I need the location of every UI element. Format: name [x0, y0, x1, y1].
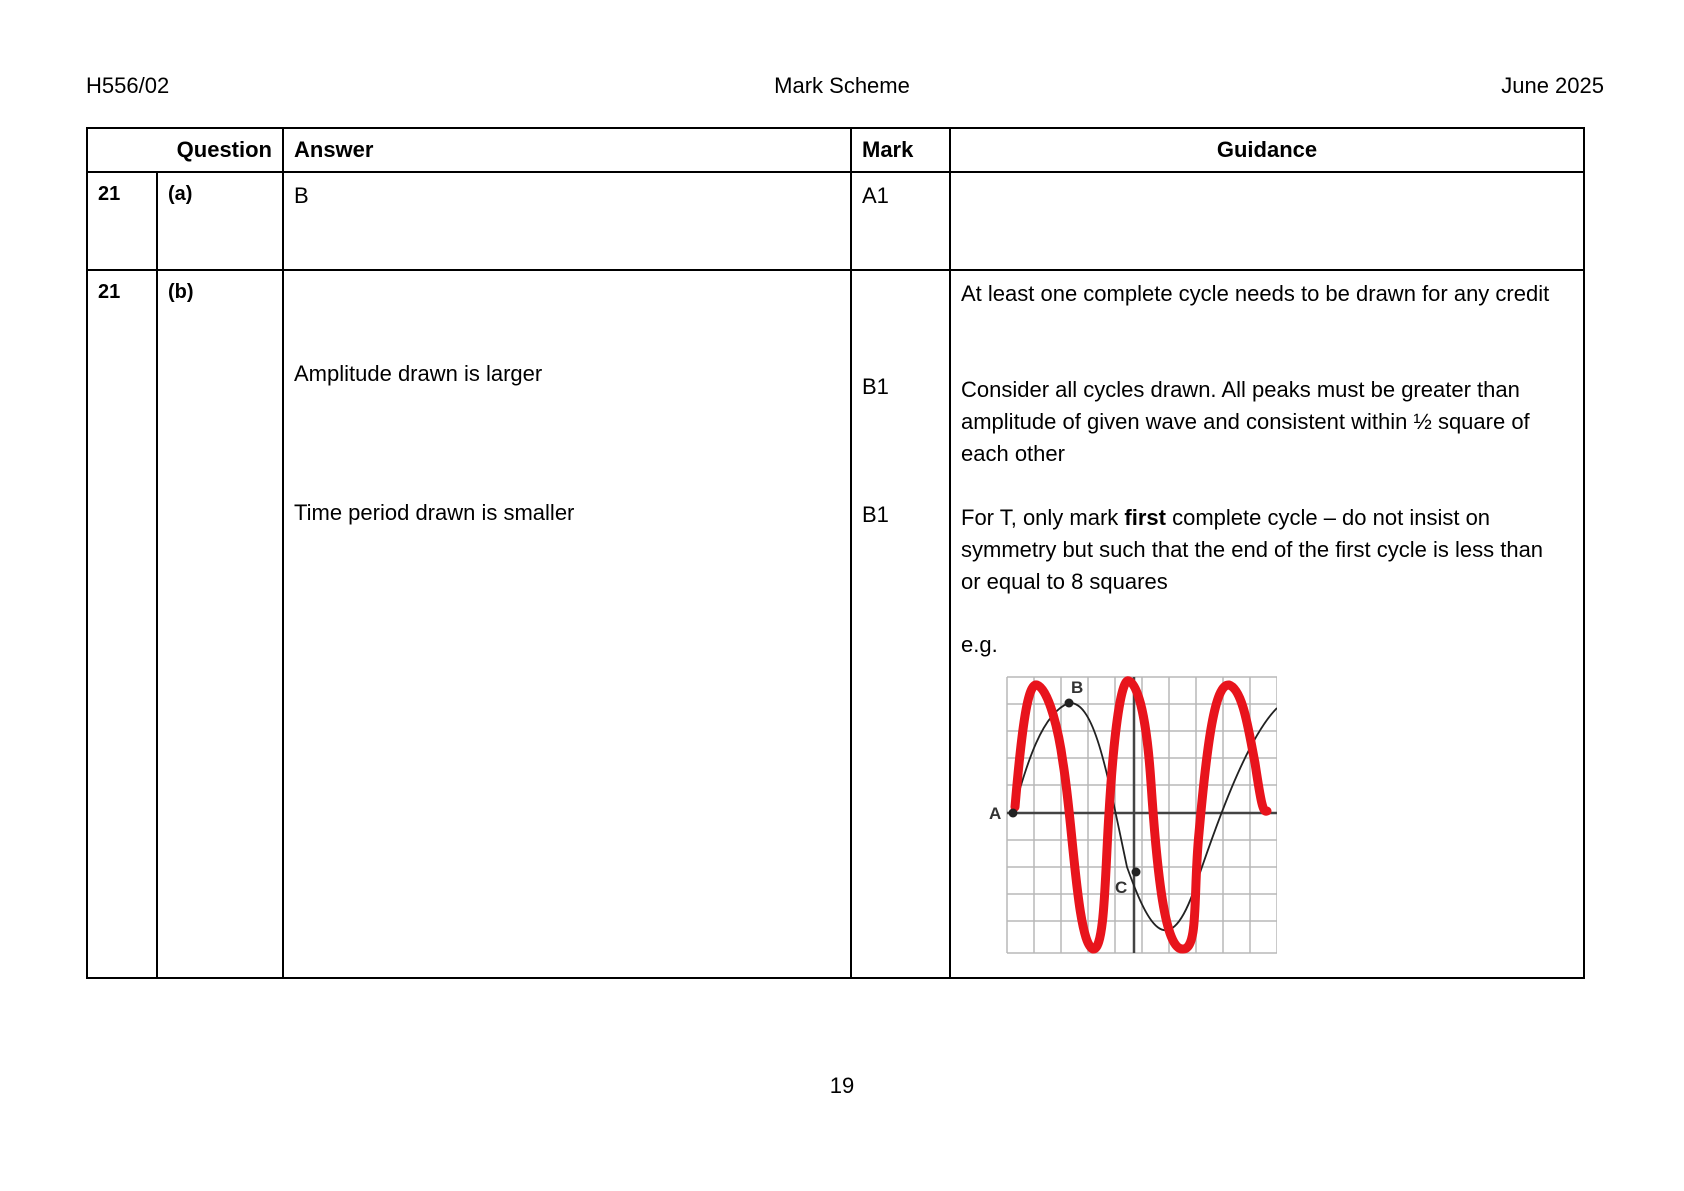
- question-number: 21: [98, 183, 121, 205]
- answer-header: Answer: [283, 128, 851, 172]
- table-row: [87, 172, 1584, 270]
- document-code: H556/02: [86, 73, 170, 98]
- guidance-cell: [951, 271, 1583, 977]
- question-part: (a): [168, 183, 193, 205]
- point-c-label: C: [1115, 878, 1128, 897]
- guidance-cell: [950, 172, 1584, 270]
- answer-text: B: [294, 183, 309, 208]
- guidance-text-period: [961, 502, 1559, 598]
- answer-cell: [284, 271, 850, 977]
- point-a-marker: [1009, 809, 1018, 818]
- point-b-label: B: [1071, 678, 1084, 697]
- point-a-label: A: [989, 804, 1002, 823]
- guidance-header: Guidance: [950, 128, 1584, 172]
- mark-scheme-table: [86, 127, 1585, 979]
- guidance-text-peaks: Consider all cycles drawn. All peaks must be greater than amplitude of given wave and consistent within ½ square of each other: [961, 377, 1530, 466]
- answer-text-period: Time period drawn is smaller: [294, 500, 575, 525]
- question-number: 21: [98, 281, 121, 303]
- mark-value: A1: [862, 183, 889, 208]
- table-row: [87, 270, 1584, 978]
- guidance-text-cycle: At least one complete cycle needs to be drawn for any credit: [961, 281, 1550, 306]
- annotation-wave-curve: [1015, 681, 1267, 949]
- question-part: (b): [168, 281, 194, 303]
- mark-value-period: B1: [862, 502, 889, 527]
- guidance-text-period-post: complete cycle – do not insist on symmetry but such that the end of the first cycle is less than or equal to 8 squares: [961, 505, 1544, 594]
- guidance-text-period-bold: first: [1124, 505, 1166, 530]
- document-date: June 2025: [1501, 73, 1604, 98]
- document-title: Mark Scheme: [774, 73, 910, 98]
- page-number: 19: [829, 1073, 855, 1098]
- guidance-example-label: e.g.: [961, 632, 998, 657]
- example-wave-graph: [987, 673, 1277, 955]
- answer-text-amplitude: Amplitude drawn is larger: [294, 361, 543, 386]
- table-header-row: [87, 128, 1584, 172]
- guidance-text-period-pre: For T, only mark: [961, 505, 1125, 530]
- question-header: Question: [87, 128, 283, 172]
- point-b-marker: [1065, 699, 1074, 708]
- mark-value-amplitude: B1: [862, 374, 889, 399]
- point-c-marker: [1132, 868, 1141, 877]
- mark-header: Mark: [851, 128, 950, 172]
- mark-cell: [852, 271, 949, 977]
